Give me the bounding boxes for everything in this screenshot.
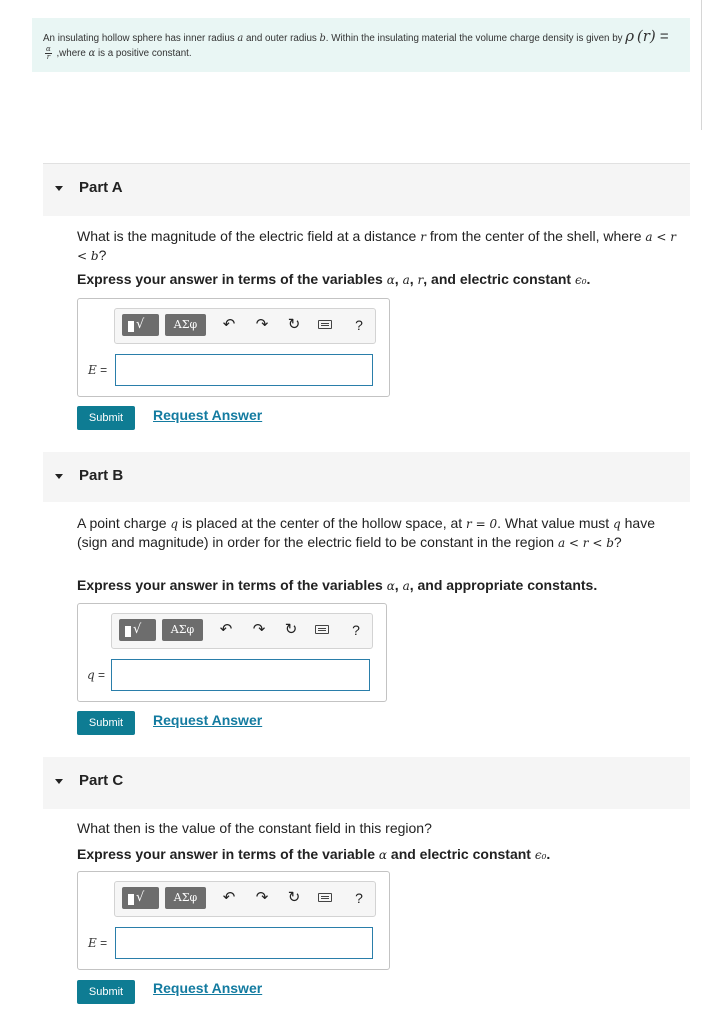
equals-sign: = xyxy=(94,668,106,682)
template-block-icon xyxy=(128,321,134,332)
instruction-text: and electric constant xyxy=(387,846,535,862)
keyboard-icon[interactable] xyxy=(318,893,332,902)
math-epsilon: ϵ₀ xyxy=(574,273,587,287)
math-a: a xyxy=(402,579,410,593)
caret-down-icon[interactable] xyxy=(55,474,63,479)
math-r: r xyxy=(420,230,426,244)
instruction-text: Express your answer in terms of the variable xyxy=(77,846,379,862)
math-epsilon: ϵ₀ xyxy=(534,848,547,862)
part-b-request-answer-link[interactable]: Request Answer xyxy=(153,712,263,728)
templates-button[interactable] xyxy=(122,314,159,336)
greek-symbols-button[interactable]: ΑΣφ xyxy=(165,314,206,336)
part-c-question xyxy=(77,819,677,837)
keyboard-icon[interactable] xyxy=(315,625,329,634)
fraction-denominator: r xyxy=(46,53,51,61)
math-alpha: α xyxy=(378,848,388,862)
reset-icon[interactable]: ↻ xyxy=(287,316,301,333)
separator: , xyxy=(394,271,403,287)
math-range: a < r < b xyxy=(77,230,676,263)
part-a-question xyxy=(77,227,677,265)
undo-icon[interactable]: ↶ xyxy=(219,621,233,638)
part-b-answer-box xyxy=(77,603,387,702)
fraction-numerator: α xyxy=(46,45,51,53)
intro-text: An insulating hollow sphere has inner radius xyxy=(43,33,238,44)
variable-symbol: q xyxy=(87,668,95,682)
redo-icon[interactable]: ↷ xyxy=(255,889,269,906)
radical-icon: √ xyxy=(133,622,142,637)
math-rho: ρ xyxy=(625,27,635,45)
part-a-submit-button[interactable]: Submit xyxy=(77,406,135,430)
reset-icon[interactable]: ↻ xyxy=(287,889,301,906)
math-q: q xyxy=(613,517,621,531)
undo-icon[interactable]: ↶ xyxy=(222,889,236,906)
question-text: ? xyxy=(98,247,107,263)
part-c-header[interactable] xyxy=(43,757,690,809)
radical-icon: √ xyxy=(136,890,145,905)
math-b: b xyxy=(319,33,326,44)
part-b-instruction xyxy=(77,577,687,593)
math-r: r xyxy=(417,273,424,287)
math-q: q xyxy=(170,517,179,531)
math-toolbar xyxy=(114,881,376,917)
part-b-submit-button[interactable]: Submit xyxy=(77,711,135,735)
separator: , xyxy=(409,271,418,287)
part-b-question xyxy=(77,514,677,552)
greek-symbols-button[interactable]: ΑΣφ xyxy=(162,619,203,641)
question-text: is placed at the center of the hollow space, at xyxy=(178,515,467,531)
greek-symbols-button[interactable]: ΑΣφ xyxy=(165,887,206,909)
math-range: a < r < b xyxy=(557,536,614,550)
part-c-request-answer-link[interactable]: Request Answer xyxy=(153,980,263,996)
intro-text: and outer radius xyxy=(243,33,320,44)
templates-button[interactable] xyxy=(122,887,159,909)
equals-sign: = xyxy=(96,936,108,950)
problem-statement xyxy=(32,18,690,72)
scrollbar[interactable] xyxy=(701,0,702,130)
part-c-instruction xyxy=(77,846,687,862)
part-a-title: Part A xyxy=(79,179,123,196)
part-b-header[interactable] xyxy=(43,452,690,502)
instruction-text: Express your answer in terms of the variables xyxy=(77,577,387,593)
template-block-icon xyxy=(128,894,134,905)
intro-text: is a positive constant. xyxy=(95,48,192,60)
template-block-icon xyxy=(125,626,131,637)
math-alpha: α xyxy=(88,48,96,60)
caret-down-icon[interactable] xyxy=(55,186,63,191)
part-c-submit-button[interactable]: Submit xyxy=(77,980,135,1004)
instruction-text: , and electric constant xyxy=(423,271,575,287)
question-text: . What value must xyxy=(497,515,614,531)
math-toolbar xyxy=(114,308,376,344)
variable-symbol: E xyxy=(88,363,97,377)
caret-down-icon[interactable] xyxy=(55,779,63,784)
radical-icon: √ xyxy=(136,317,145,332)
math-toolbar xyxy=(111,613,373,649)
part-b-title: Part B xyxy=(79,467,124,484)
question-text: A point charge xyxy=(77,515,171,531)
help-button[interactable]: ? xyxy=(355,317,363,333)
part-a-instruction xyxy=(77,271,687,287)
part-a-request-answer-link[interactable]: Request Answer xyxy=(153,407,263,423)
math-alpha: α xyxy=(386,273,395,287)
answer-variable-label xyxy=(88,363,107,377)
redo-icon[interactable]: ↷ xyxy=(252,621,266,638)
intro-text: . Within the insulating material the volume charge density is given by xyxy=(325,33,626,44)
part-c-answer-input[interactable] xyxy=(115,927,373,959)
question-text: What then is the value of the constant field in this region? xyxy=(77,820,432,836)
math-r-zero: r = 0 xyxy=(466,517,498,531)
math-a: a xyxy=(402,273,410,287)
part-a-answer-input[interactable] xyxy=(115,354,373,386)
answer-variable-label xyxy=(87,668,105,682)
separator: , xyxy=(394,577,403,593)
instruction-text: . xyxy=(546,846,551,862)
keyboard-icon[interactable] xyxy=(318,320,332,329)
part-c-answer-box xyxy=(77,871,390,970)
math-a: a xyxy=(237,33,244,44)
templates-button[interactable] xyxy=(119,619,156,641)
question-text: have (sign and magnitude) in order for the electric field to be constant in the region xyxy=(77,515,655,550)
question-text: What is the magnitude of the electric field at a distance xyxy=(77,228,421,244)
math-fraction xyxy=(45,46,52,61)
instruction-text: Express your answer in terms of the variables xyxy=(77,271,387,287)
intro-text: ,where xyxy=(53,48,89,60)
part-c-title: Part C xyxy=(79,772,124,789)
variable-symbol: E xyxy=(88,936,97,950)
math-equals: = xyxy=(655,28,669,45)
reset-icon[interactable]: ↻ xyxy=(284,621,298,638)
math-alpha: α xyxy=(386,579,395,593)
part-a-header[interactable] xyxy=(43,164,690,216)
instruction-text: , and appropriate constants. xyxy=(409,577,598,593)
instruction-text: . xyxy=(586,271,591,287)
redo-icon[interactable]: ↷ xyxy=(255,316,269,333)
help-button[interactable]: ? xyxy=(352,622,360,638)
question-text: from the center of the shell, where xyxy=(425,228,646,244)
answer-variable-label xyxy=(88,936,107,950)
math-r-paren: (r) xyxy=(636,27,656,45)
equals-sign: = xyxy=(96,363,108,377)
question-text: ? xyxy=(613,534,622,550)
part-a-answer-box xyxy=(77,298,390,397)
part-b-answer-input[interactable] xyxy=(111,659,370,691)
undo-icon[interactable]: ↶ xyxy=(222,316,236,333)
help-button[interactable]: ? xyxy=(355,890,363,906)
